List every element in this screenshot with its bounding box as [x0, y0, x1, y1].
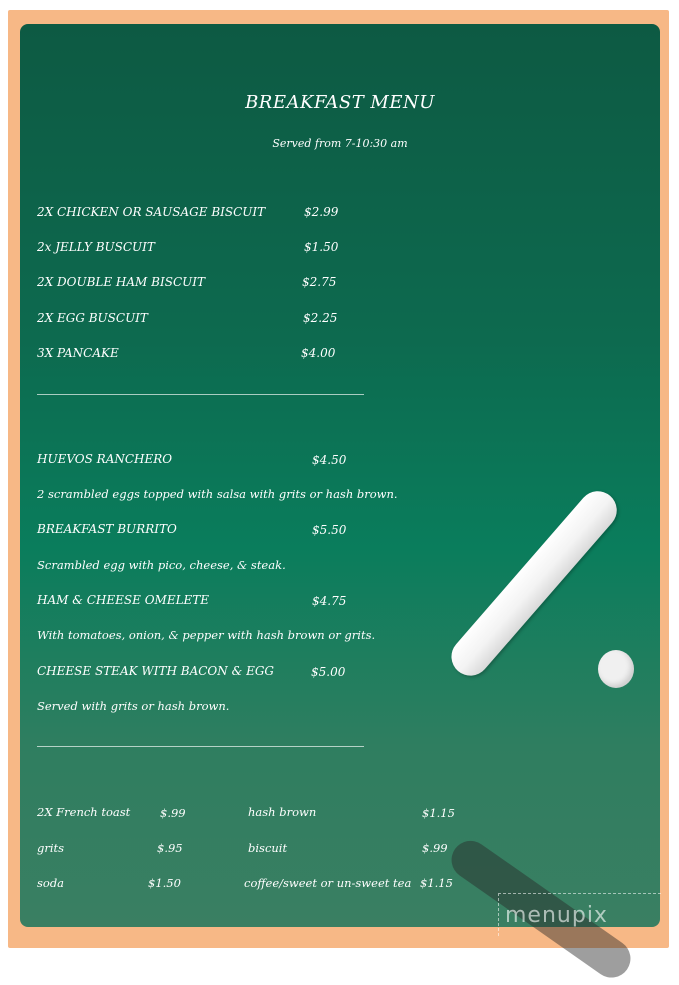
menu-item-price: $4.75 — [312, 594, 347, 608]
menu-item-description: Served with grits or hash brown. — [37, 699, 230, 713]
menu-item-price: $1.50 — [304, 240, 339, 254]
chalk-tip — [598, 650, 634, 688]
chalkboard — [20, 24, 660, 927]
menu-item-name: CHEESE STEAK WITH BACON & EGG — [37, 664, 274, 678]
menu-item-name: 3X PANCAKE — [37, 346, 119, 360]
side-item-name: soda — [37, 876, 65, 890]
section-divider — [37, 746, 364, 747]
menu-subtitle: Served from 7-10:30 am — [272, 137, 408, 150]
side-item-price: $1.50 — [148, 876, 181, 890]
menu-item-price: $4.50 — [312, 453, 347, 467]
section-divider — [37, 394, 364, 395]
menu-title: BREAKFAST MENU — [245, 92, 435, 113]
side-item-name: 2X French toast — [37, 805, 131, 819]
menu-item-price: $5.00 — [311, 665, 346, 679]
side-item-price: $.99 — [422, 841, 448, 855]
side-item-name: hash brown — [248, 805, 317, 819]
menu-item-price: $2.99 — [304, 205, 339, 219]
side-item-price: $.99 — [160, 806, 186, 820]
side-item-name: grits — [37, 841, 65, 855]
menu-item-price: $2.75 — [302, 275, 337, 289]
menu-item-name: BREAKFAST BURRITO — [37, 522, 177, 536]
menu-item-description: With tomatoes, onion, & pepper with hash brown or grits. — [37, 628, 376, 642]
menu-item-name: 2x JELLY BUSCUIT — [37, 240, 155, 254]
menu-item-description: Scrambled egg with pico, cheese, & steak. — [37, 558, 286, 572]
menu-item-name: 2X EGG BUSCUIT — [37, 311, 148, 325]
menu-item-name: 2X CHICKEN OR SAUSAGE BISCUIT — [37, 205, 266, 219]
menu-item-price: $2.25 — [303, 311, 338, 325]
menu-item-description: 2 scrambled eggs topped with salsa with grits or hash brown. — [37, 487, 398, 501]
menu-item-name: HAM & CHEESE OMELETE — [37, 593, 210, 607]
side-item-name: biscuit — [248, 841, 288, 855]
menu-item-name: HUEVOS RANCHERO — [37, 452, 173, 466]
menu-item-name: 2X DOUBLE HAM BISCUIT — [37, 275, 205, 289]
side-item-price: $1.15 — [422, 806, 455, 820]
side-item-name: coffee/sweet or un-sweet tea — [244, 876, 412, 890]
menu-item-price: $5.50 — [312, 523, 347, 537]
watermark-logo: menupix — [505, 903, 608, 928]
side-item-price: $.95 — [157, 841, 183, 855]
menu-item-price: $4.00 — [301, 346, 336, 360]
side-item-price: $1.15 — [420, 876, 453, 890]
